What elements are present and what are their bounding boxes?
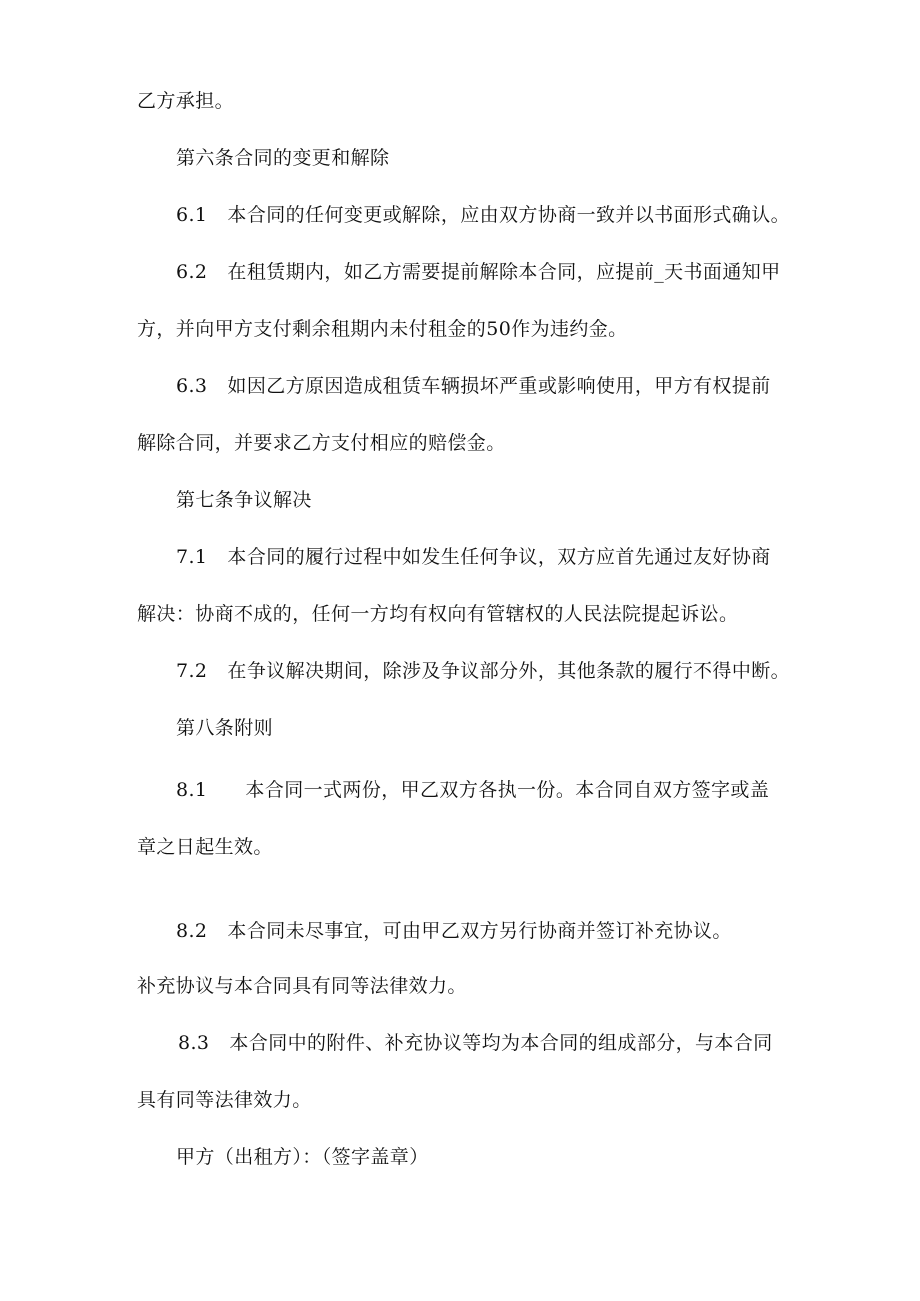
- heading-text: 第六条合同的变更和解除: [176, 147, 390, 169]
- clause-number: 6.1: [176, 204, 208, 226]
- section-heading-8: [176, 715, 273, 741]
- line-text: 方，并向甲方支付剩余租期内未付租金的50作为违约金。: [137, 318, 628, 340]
- section-heading-6: [176, 145, 389, 171]
- heading-text: 第八条附则: [176, 717, 274, 739]
- clause-text: 本合同未尽事宜，可由甲乙双方另行协商并签订补充协议。: [227, 920, 732, 942]
- clause-6-1: [176, 202, 790, 228]
- clause-number: 6.3: [176, 375, 208, 397]
- text-line: [137, 601, 738, 627]
- line-text: 具有同等法律效力。: [137, 1089, 312, 1111]
- clause-text: 如因乙方原因造成租赁车辆损坏严重或影响使用，甲方有权提前: [227, 375, 771, 397]
- clause-text: 本合同的任何变更或解除，应由双方协商一致并以书面形式确认。: [227, 204, 791, 226]
- text-line: [137, 430, 506, 456]
- clause-7-2: [176, 658, 790, 684]
- text-line: [137, 316, 628, 342]
- clause-6-3: [176, 373, 771, 399]
- clause-6-2: [176, 259, 781, 285]
- clause-number: 8.2: [176, 920, 208, 942]
- text-line: [137, 973, 467, 999]
- clause-text: 本合同一式两份，甲乙双方各执一份。本合同自双方签字或盖: [245, 779, 770, 801]
- line-text: 乙方承担。: [137, 90, 235, 112]
- clause-text: 本合同中的附件、补充协议等均为本合同的组成部分，与本合同: [229, 1032, 773, 1054]
- text-line: [137, 88, 234, 114]
- line-text: 解决：协商不成的，任何一方均有权向有管辖权的人民法院提起诉讼。: [137, 603, 739, 625]
- signature-text: 甲方（出租方）：（签字盖章）: [176, 1146, 429, 1168]
- clause-number: 7.2: [176, 660, 208, 682]
- clause-8-2: [176, 918, 732, 944]
- clause-8-3: [178, 1030, 773, 1056]
- clause-7-1: [176, 544, 771, 570]
- clause-text: 在租赁期内，如乙方需要提前解除本合同，应提前_天书面通知甲: [227, 261, 781, 283]
- text-line: [137, 834, 273, 860]
- clause-text: 在争议解决期间，除涉及争议部分外，其他条款的履行不得中断。: [227, 660, 791, 682]
- line-text: 章之日起生效。: [137, 836, 273, 858]
- clause-number: 8.1: [176, 779, 208, 801]
- heading-text: 第七条争议解决: [176, 489, 312, 511]
- section-heading-7: [176, 487, 312, 513]
- clause-8-1: [176, 777, 769, 803]
- signature-line: [176, 1144, 429, 1170]
- clause-number: 8.3: [178, 1032, 210, 1054]
- clause-text: 本合同的履行过程中如发生任何争议，双方应首先通过友好协商: [227, 546, 771, 568]
- clause-number: 6.2: [176, 261, 208, 283]
- text-line: [137, 1087, 312, 1113]
- line-text: 解除合同，并要求乙方支付相应的赔偿金。: [137, 432, 506, 454]
- line-text: 补充协议与本合同具有同等法律效力。: [137, 975, 467, 997]
- clause-number: 7.1: [176, 546, 208, 568]
